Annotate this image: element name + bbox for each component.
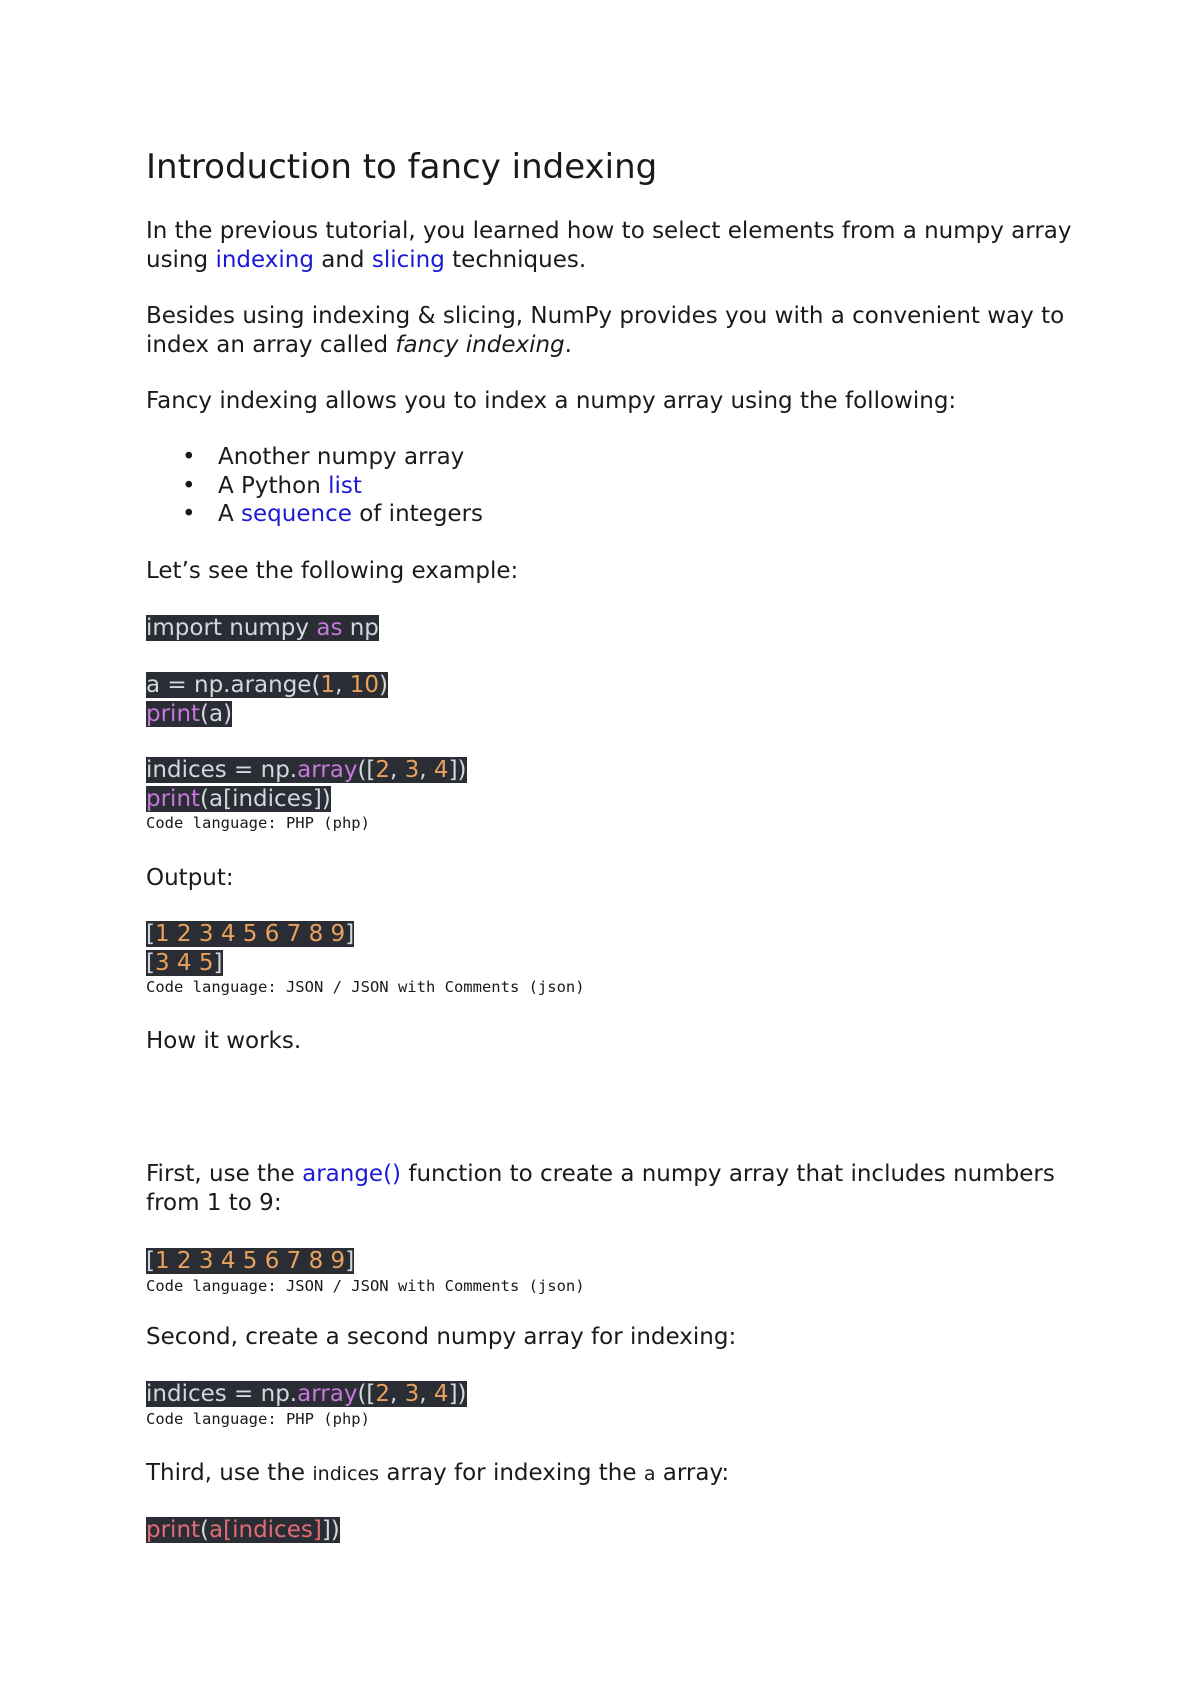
code-language-caption: Code language: JSON / JSON with Comments (json) [146, 978, 585, 996]
code-block-arange [146, 671, 388, 728]
paragraph-fancy [146, 302, 1086, 359]
paragraph-allows: Fancy indexing allows you to index a numpy array using the following: [146, 388, 957, 414]
code-line: indices = np.array([2, 3, 4]) [146, 1381, 467, 1407]
text: In the previous tutorial, you learned how to select elements from a numpy array using [146, 218, 1072, 273]
code-language-caption: Code language: PHP (php) [146, 814, 370, 832]
text: A Python [218, 472, 329, 499]
how-it-works: How it works. [146, 1028, 302, 1054]
paragraph-first [146, 1160, 1086, 1217]
text: A [218, 501, 242, 527]
link-sequence[interactable]: sequence [241, 501, 352, 527]
code-line: [1 2 3 4 5 6 7 8 9] [146, 1248, 355, 1274]
code-line: [1 2 3 4 5 6 7 8 9] [146, 921, 355, 947]
text: and [313, 246, 372, 273]
text: array: [655, 1460, 730, 1486]
bullet-list [146, 443, 483, 529]
paragraph-third [146, 1459, 1086, 1489]
code-block-indices [146, 756, 467, 833]
paragraph-second: Second, create a second numpy array for indexing: [146, 1324, 737, 1350]
list-item [146, 472, 483, 501]
code-block-example [146, 614, 379, 643]
text: Third, use the [146, 1460, 313, 1486]
link-slicing[interactable]: slicing [371, 246, 445, 273]
bullet-icon: • [182, 444, 196, 470]
text: Another numpy array [218, 444, 465, 470]
bullet-icon: • [182, 501, 196, 527]
output-label: Output: [146, 865, 234, 891]
inline-code: a [643, 1463, 656, 1485]
text: Besides using indexing & slicing, NumPy provides you with a convenient way to index an array called [146, 303, 1065, 358]
code-line: a = np.arange(1, 10) [146, 672, 388, 698]
paragraph-intro [146, 217, 1086, 274]
code-line: print(a) [146, 700, 233, 727]
link-arange[interactable]: arange() [302, 1161, 402, 1187]
code-line: import numpy as np [146, 615, 379, 641]
text: techniques. [444, 246, 587, 273]
output-block-arange [146, 1247, 585, 1296]
paragraph-example: Let’s see the following example: [146, 558, 519, 584]
code-line: print(a[indices]]) [146, 1517, 340, 1543]
inline-code: indices [312, 1463, 380, 1485]
list-item [146, 500, 483, 529]
code-line: print(a[indices]) [146, 785, 331, 812]
code-block-print [146, 1516, 340, 1545]
code-line: [3 4 5] [146, 949, 223, 976]
output-block [146, 920, 585, 997]
text: array for indexing the [379, 1460, 644, 1486]
bullet-icon: • [182, 472, 196, 499]
link-list[interactable]: list [328, 472, 362, 499]
code-language-caption: Code language: PHP (php) [146, 1409, 370, 1428]
code-language-caption: Code language: JSON / JSON with Comments (json) [146, 1276, 585, 1295]
link-indexing[interactable]: indexing [215, 246, 314, 273]
code-line: indices = np.array([2, 3, 4]) [146, 757, 467, 783]
emphasis: fancy indexing [395, 331, 565, 358]
text: First, use the [146, 1161, 303, 1187]
text: of integers [351, 501, 484, 527]
page-title: Introduction to fancy indexing [146, 147, 658, 187]
list-item [146, 443, 483, 472]
code-block-indices-2 [146, 1380, 467, 1429]
text: function to create a numpy array that includes numbers from 1 to 9: [146, 1161, 1055, 1216]
text: . [564, 331, 572, 358]
